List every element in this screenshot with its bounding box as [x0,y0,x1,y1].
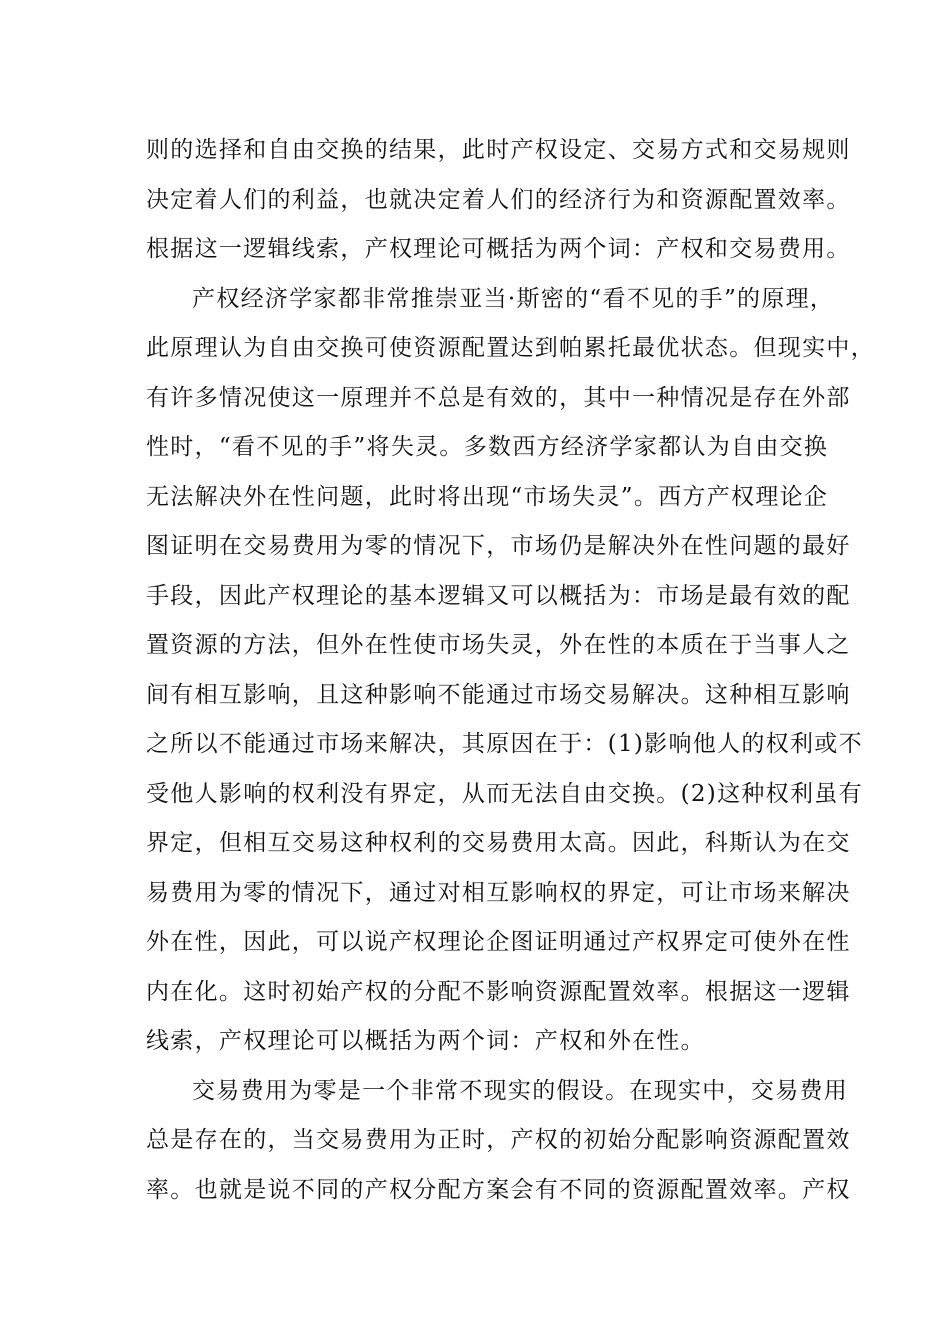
text-line: 外在性，因此，可以说产权理论企图证明通过产权界定可使外在性 [146,929,851,955]
text-line: 间有相互影响，且这种影响不能通过市场交易解决。这种相互影响 [146,681,851,708]
text-line: 之所以不能通过市场来解决，其原因在于：(1)影响他人的权利或不 [146,731,863,757]
text-line: 受他人影响的权利没有界定，从而无法自由交换。(2)这种权利虽有 [146,780,863,807]
text-line: 置资源的方法，但外在性使市场失灵，外在性的本质在于当事人之 [146,632,851,658]
text-line: 有许多情况使这一原理并不总是有效的，其中一种情况是存在外部 [146,384,851,411]
text-line: 决定着人们的利益，也就决定着人们的经济行为和资源配置效率。 [146,186,851,213]
text-line: 无法解决外在性问题，此时将出现“市场失灵”。西方产权理论企 [146,483,829,510]
body-text [146,126,875,1215]
paragraph-first-line: 产权经济学家都非常推崇亚当·斯密的“看不见的手”的原理， [192,285,835,312]
text-line: 易费用为零的情况下，通过对相互影响权的界定，可让市场来解决 [146,879,851,906]
text-line: 率。也就是说不同的产权分配方案会有不同的资源配置效率。产权 [146,1176,851,1203]
text-line: 总是存在的，当交易费用为正时，产权的初始分配影响资源配置效 [146,1127,851,1153]
text-line: 根据这一逻辑线索，产权理论可概括为两个词：产权和交易费用。 [146,236,851,262]
text-line: 此原理认为自由交换可使资源配置达到帕累托最优状态。但现实中， [146,335,875,361]
paragraph-last-line: 线索，产权理论可以概括为两个词：产权和外在性。 [146,1028,705,1054]
text-line: 手段，因此产权理论的基本逻辑又可以概括为：市场是最有效的配 [146,582,851,609]
paragraph-first-line: 交易费用为零是一个非常不现实的假设。在现实中，交易费用 [192,1077,849,1104]
text-line: 界定，但相互交易这种权利的交易费用太高。因此，科斯认为在交 [146,830,851,856]
text-line: 图证明在交易费用为零的情况下，市场仍是解决外在性问题的最好 [146,533,851,559]
text-line: 性时，“看不见的手”将失灵。多数西方经济学家都认为自由交换 [146,434,829,460]
text-line: 内在化。这时初始产权的分配不影响资源配置效率。根据这一逻辑 [146,978,851,1005]
text-line: 则的选择和自由交换的结果，此时产权设定、交易方式和交易规则 [146,137,851,163]
